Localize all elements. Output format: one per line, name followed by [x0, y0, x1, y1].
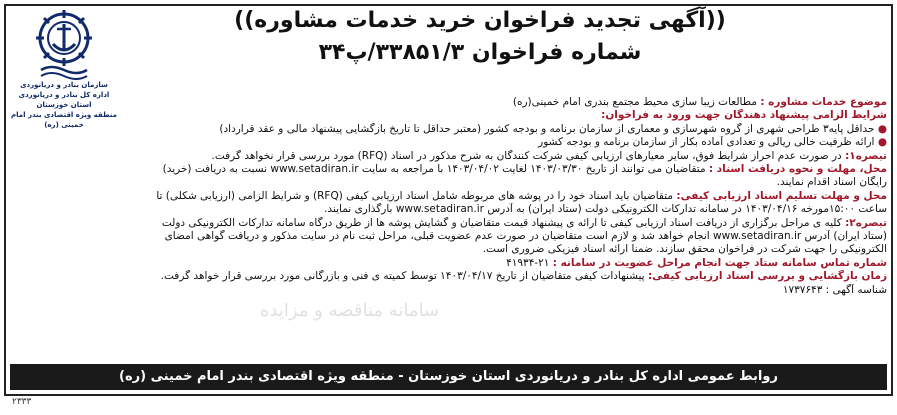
section-line	[13, 123, 887, 136]
section-line	[13, 217, 887, 230]
section-line	[13, 243, 887, 256]
section-text: متقاضیان باید اسناد خود را در پوشه های مربوطه شامل اسناد ارزیابی کیفی (RFQ) و شرایط الزامی (ارزیابی شکلی) تا	[156, 189, 677, 202]
section-line	[13, 109, 887, 122]
logo-line-3: منطقه ویژه اقتصادی بندر امام خمینی (ره)	[11, 111, 117, 129]
section-line	[13, 163, 887, 176]
section-label: تبصره۲:	[845, 216, 887, 229]
ad-title: ((آگهی تجدید فراخوان خرید خدمات مشاوره))	[234, 8, 726, 33]
section-line	[13, 203, 887, 216]
section-line	[13, 257, 887, 270]
section-label: موضوع خدمات مشاوره :	[760, 96, 887, 108]
page-number: ۲۳۳۳	[12, 397, 32, 407]
bullet-icon: ●	[877, 136, 887, 149]
section-text: کلیه ی مراحل برگزاری از دریافت اسناد ارزیابی کیفی تا ارائه ی پیشنهاد قیمت متقاضیان و گشایش پوشه ها از طریق درگاه سامانه تدارکات الکترونیکی دولت	[161, 216, 846, 229]
section-text: حداقل پایه۳ طراحی شهری از گروه شهرسازی و معماری از سازمان برنامه و بودجه کشور (معتبر حداقل تا تاریخ بازگشایی پیشنهاد مالی و عقد قرارداد)	[219, 122, 878, 135]
footer-banner: روابط عمومی اداره کل بنادر و دریانوردی استان خوزستان - منطقه ویژه اقتصادی بندر امام خمینی (ره)	[10, 364, 887, 390]
bullet-icon: ●	[877, 122, 887, 135]
watermark: سامانه مناقصه و مزایده	[260, 300, 440, 321]
section-label: تبصره۱:	[845, 149, 887, 162]
anchor-wheel-icon	[33, 8, 95, 80]
logo-line-1: سازمان بنادر و دریانوردی	[20, 81, 108, 89]
section-line	[13, 96, 887, 109]
section-text: شناسه آگهی : ۱۷۳۷۶۴۳	[782, 283, 887, 296]
ad-subtitle: شماره فراخوان ۳۳۸۵۱/۳/پ۳۴	[318, 40, 642, 65]
section-label: محل و مهلت تسلیم اسناد ارزیابی کیفی:	[676, 189, 887, 202]
section-line	[13, 150, 887, 163]
section-label: زمان بازگشایی و بررسی اسناد ارزیابی کیفی:	[647, 270, 887, 283]
section-text: مطالعات زیبا سازی محیط مجتمع بندری امام خمینی(ره)	[512, 96, 761, 108]
section-label: محل، مهلت و نحوه دریافت اسناد :	[708, 163, 887, 176]
section-line	[13, 190, 887, 203]
section-text: متقاضیان می توانند از تاریخ ۱۴۰۳/۰۳/۳۰ لغایت ۱۴۰۳/۰۴/۰۲ با مراجعه به سایت www.setadiran.ir نسبت به دریافت (خرید)	[162, 163, 709, 176]
section-label: شرایط الزامی پیشنهاد دهندگان جهت ورود به فراخوان:	[601, 109, 887, 122]
section-line	[13, 136, 887, 149]
section-text: ۲۱-۴۱۹۳۴	[506, 256, 553, 269]
section-text: (ستاد ایران) آدرس www.setadiran.ir انجام خواهد شد و لازم است متقاضیان در صورت عدم عضویت قبلی، مراحل ثبت نام در سایت مذکور و دریافت گواهی امضای	[164, 230, 887, 243]
section-line	[13, 176, 887, 189]
section-text: الکترونیکی را جهت شرکت در فراخوان محقق سازند. ضمنا ارائه اسناد فیزیکی ضروری است.	[482, 243, 887, 256]
section-line	[13, 270, 887, 283]
section-text: رایگان اسناد اقدام نمایند.	[776, 176, 887, 189]
section-text: ارائه ظرفیت خالی ریالی و تعدادی آماده بکار از سازمان برنامه و بودجه کشور	[538, 136, 878, 149]
section-line	[13, 230, 887, 243]
section-text: ساعت ۱۵:۰۰مورخه ۱۴۰۳/۰۴/۱۶ در سامانه تدارکات الکترونیکی دولت (ستاد ایران) به آدرس www.setadiran.ir بارگذاری نمایند.	[324, 203, 887, 216]
ad-body	[13, 96, 887, 297]
section-text: در صورت عدم احراز شرایط فوق، سایر معیارهای ارزیابی کیفی شرکت کنندگان به شرح مذکور در اسناد (RFQ) مورد بررسی قرار نخواهد گرفت.	[211, 149, 846, 162]
section-label: شماره تماس سامانه ستاد جهت انجام مراحل عضویت در سامانه :	[552, 256, 887, 269]
logo-line-2: اداره کل بنادر و دریانوردی استان خوزستان	[18, 91, 110, 109]
section-line	[13, 284, 887, 297]
section-text: پیشنهادات کیفی متقاضیان از تاریخ ۱۴۰۳/۰۴/۱۷ توسط کمیته ی فنی و بازرگانی مورد بررسی قرار خواهد گرفت.	[160, 270, 648, 283]
